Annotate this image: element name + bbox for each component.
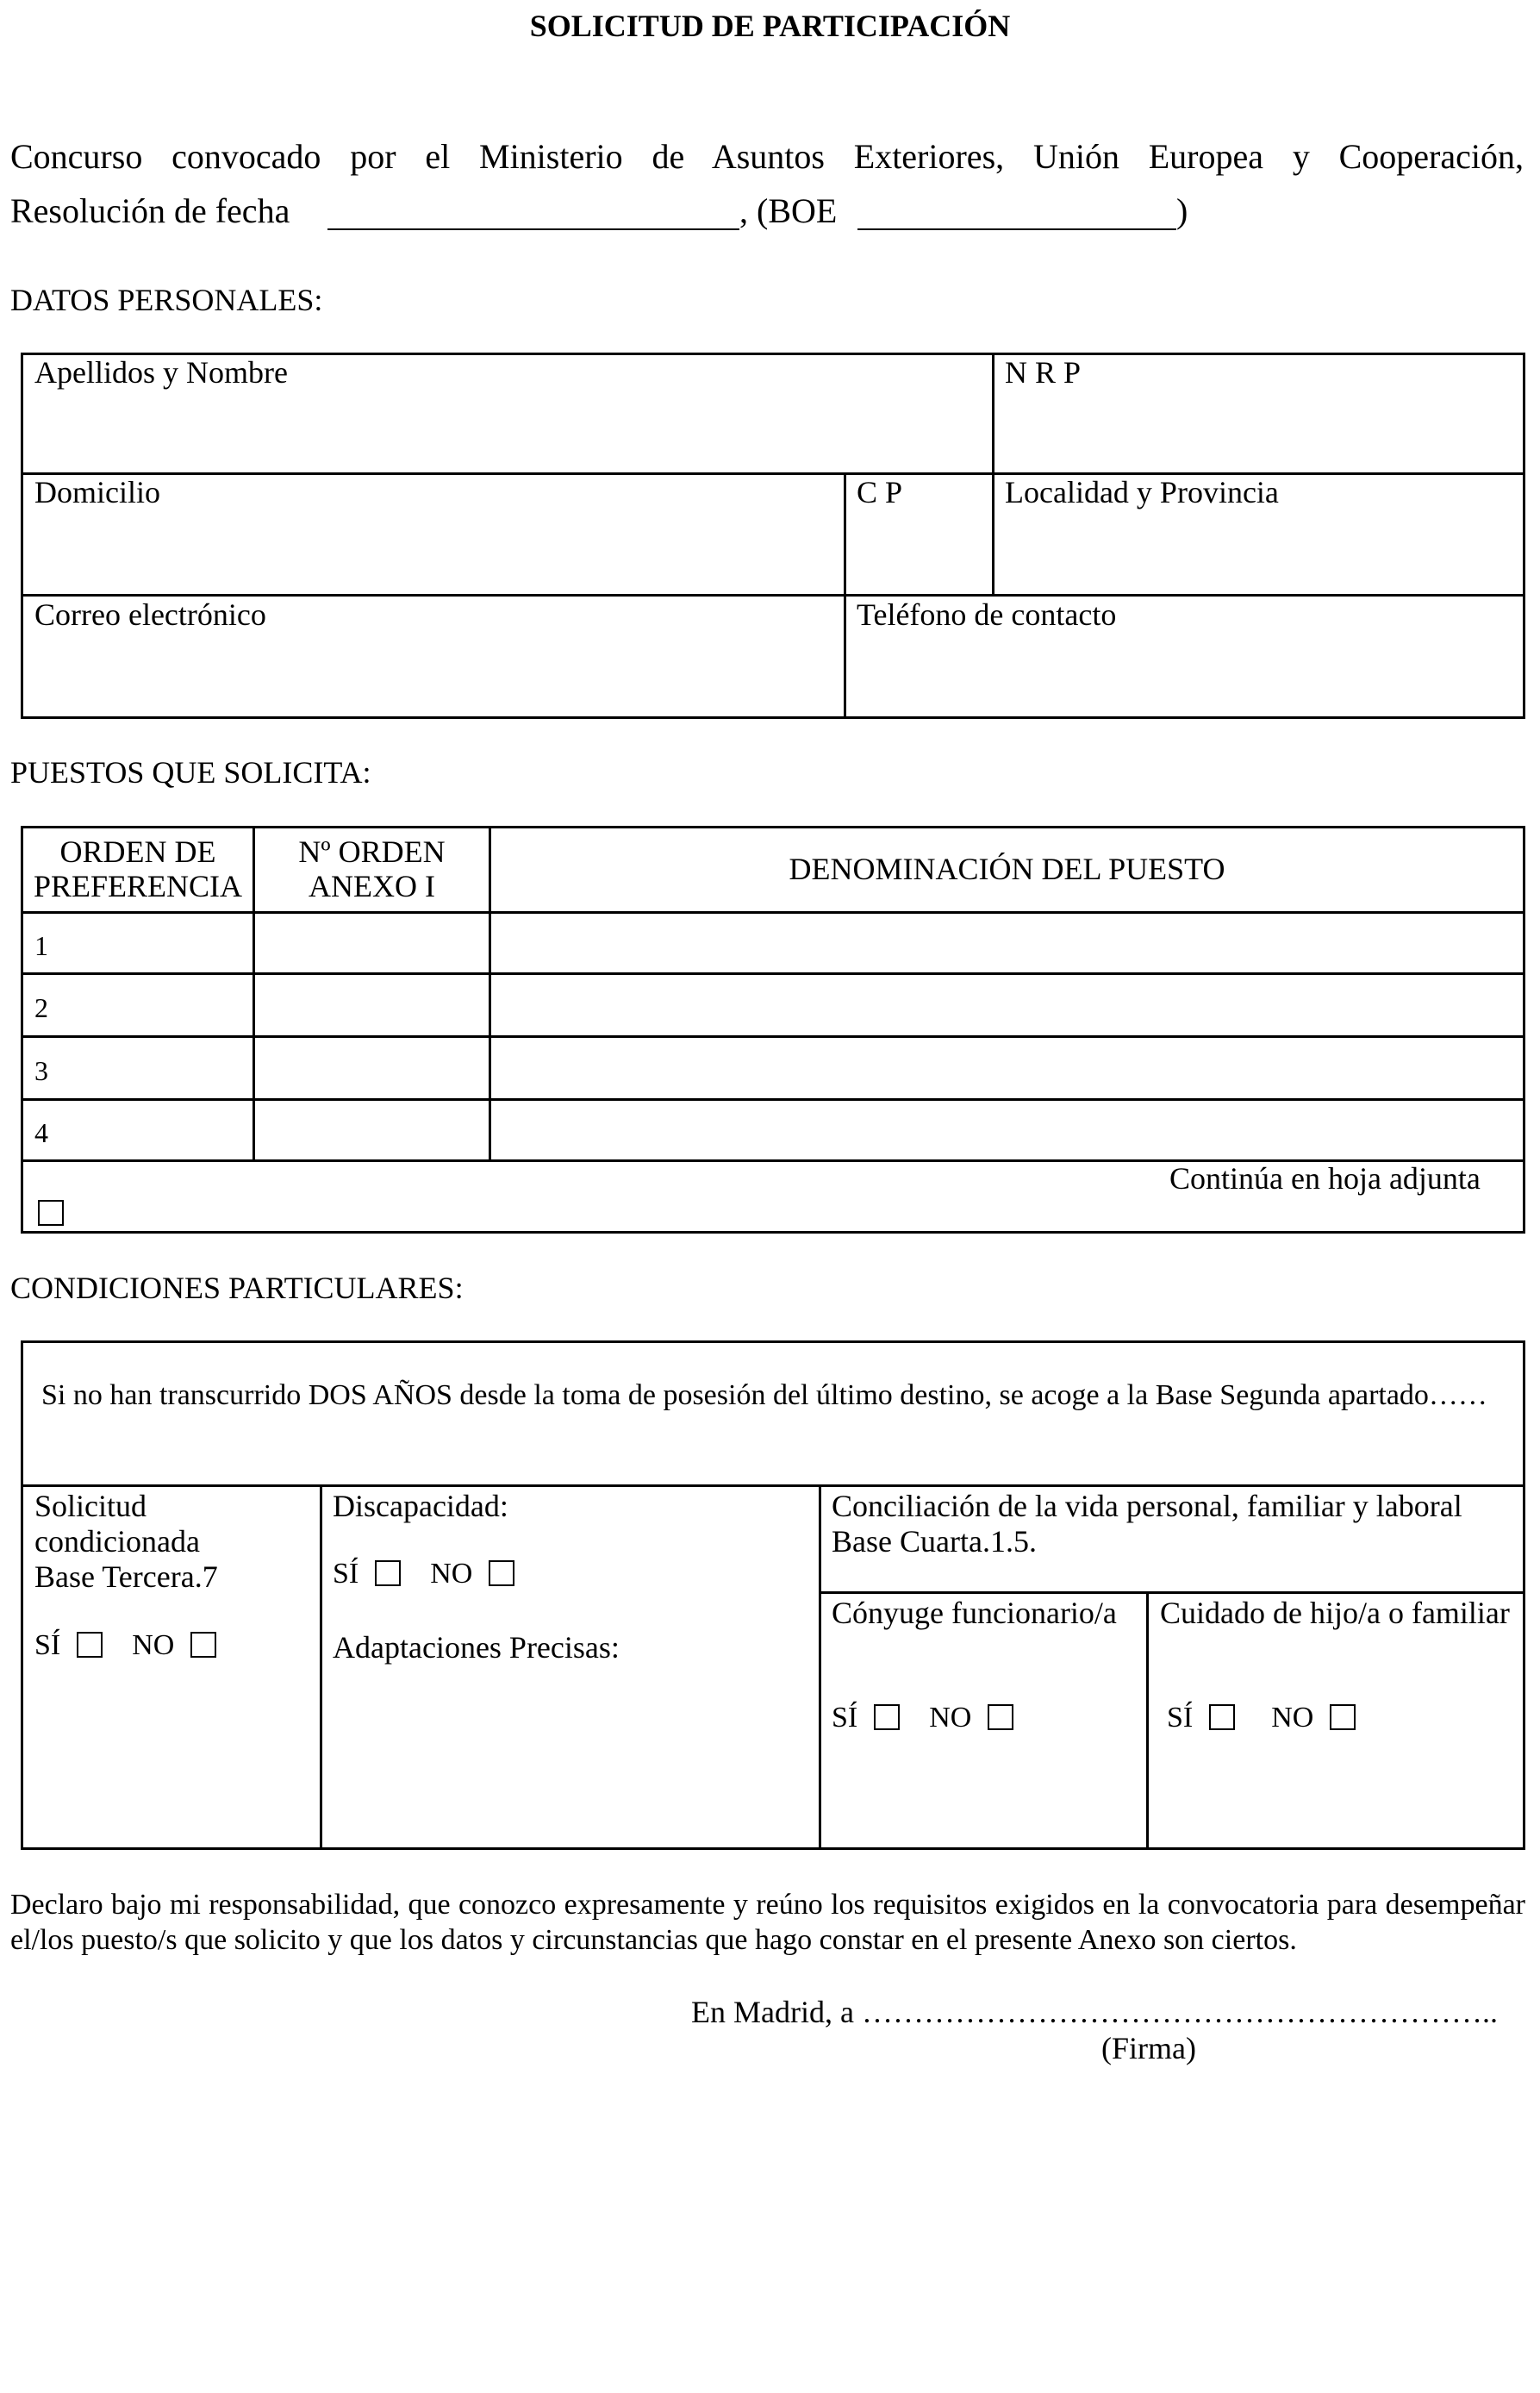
cuidado-si-label: SÍ [1167,1702,1194,1734]
domicilio-field[interactable]: Domicilio [34,475,160,509]
boe-close-paren: ) [1176,191,1188,230]
col-orden-anexo-line1: Nº ORDEN [298,834,446,869]
solicitud-condicionada-line3: Base Tercera.7 [34,1559,218,1594]
telefono-field[interactable]: Teléfono de contacto [857,597,1117,632]
solicitud-si-checkbox[interactable] [77,1632,103,1658]
discapacidad-si-checkbox[interactable] [375,1560,401,1586]
nrp-field[interactable]: N R P [1005,355,1082,390]
boe-label: , (BOE [739,191,838,230]
discapacidad-no-checkbox[interactable] [489,1560,514,1586]
cuidado-no-checkbox[interactable] [1330,1704,1356,1730]
row-number-4: 4 [34,1117,48,1148]
puestos-heading: PUESTOS QUE SOLICITA: [10,755,371,790]
solicitud-condicionada-line2: condicionada [34,1524,200,1559]
solicitud-no-label: NO [132,1629,175,1661]
discapacidad-options [333,1557,514,1591]
continua-hoja-adjunta-label: Continúa en hoja adjunta [1169,1161,1481,1196]
row-number-1: 1 [34,930,48,961]
localidad-provincia-field[interactable]: Localidad y Provincia [1005,475,1279,509]
solicitud-si-label: SÍ [34,1629,61,1661]
row-number-2: 2 [34,992,48,1023]
resolucion-date-blank[interactable] [327,228,739,230]
conyuge-no-checkbox[interactable] [988,1704,1013,1730]
col-denominacion-puesto: DENOMINACIÓN DEL PUESTO [789,852,1225,886]
resolucion-label: Resolución de fecha [10,191,290,230]
discapacidad-label: Discapacidad: [333,1489,508,1523]
solicitud-no-checkbox[interactable] [190,1632,216,1658]
solicitud-condicionada-options [34,1628,216,1663]
conyuge-si-checkbox[interactable] [874,1704,900,1730]
adaptaciones-precisas-field[interactable]: Adaptaciones Precisas: [333,1630,620,1665]
conyuge-options [832,1701,1013,1735]
cuidado-no-label: NO [1271,1702,1314,1734]
cuidado-options [1167,1701,1356,1735]
conciliacion-line1: Conciliación de la vida personal, familiar y laboral [832,1489,1462,1523]
solicitud-condicionada-line1: Solicitud [34,1489,147,1523]
firma-label: (Firma) [1101,2031,1196,2065]
conciliacion-line2: Base Cuarta.1.5. [832,1524,1037,1559]
datos-personales-heading: DATOS PERSONALES: [10,283,323,317]
en-madrid-fecha-line[interactable]: En Madrid, a …………………………………………………….. [691,1995,1498,2029]
discapacidad-no-label: NO [430,1558,473,1590]
conyuge-no-label: NO [929,1702,972,1734]
continua-checkbox[interactable] [38,1200,64,1226]
conyuge-si-label: SÍ [832,1702,858,1734]
cuidado-familiar-label: Cuidado de hijo/a o familiar [1160,1596,1510,1630]
intro-line-1: Concurso convocado por el Ministerio de Asuntos Exteriores, Unión Europea y Cooperación, [10,137,1524,176]
cuidado-si-checkbox[interactable] [1209,1704,1235,1730]
boe-blank[interactable] [857,228,1176,230]
apellidos-nombre-field[interactable]: Apellidos y Nombre [34,355,288,390]
dos-anos-text: Si no han transcurrido DOS AÑOS desde la toma de posesión del último destino, se acoge a la Base Segunda apartado…… [41,1379,1487,1411]
col-orden-anexo-line2: ANEXO I [309,869,435,903]
row-number-3: 3 [34,1055,48,1086]
declaracion-text: Declaro bajo mi responsabilidad, que conozco expresamente y reúno los requisitos exigidos en la convocatoria para desempeñar el/los puesto/s que solicito y que los datos y circunstancias que hago constar en el presente Anexo son ciertos. [10,1889,1525,1956]
condiciones-heading: CONDICIONES PARTICULARES: [10,1271,464,1305]
col-orden-preferencia-line1: ORDEN DE [59,834,216,869]
col-orden-preferencia-line2: PREFERENCIA [33,869,243,903]
cp-field[interactable]: C P [857,475,903,509]
page-title: SOLICITUD DE PARTICIPACIÓN [529,9,1011,43]
discapacidad-si-label: SÍ [333,1558,359,1590]
correo-field[interactable]: Correo electrónico [34,597,266,632]
conyuge-funcionario-label: Cónyuge funcionario/a [832,1596,1117,1630]
